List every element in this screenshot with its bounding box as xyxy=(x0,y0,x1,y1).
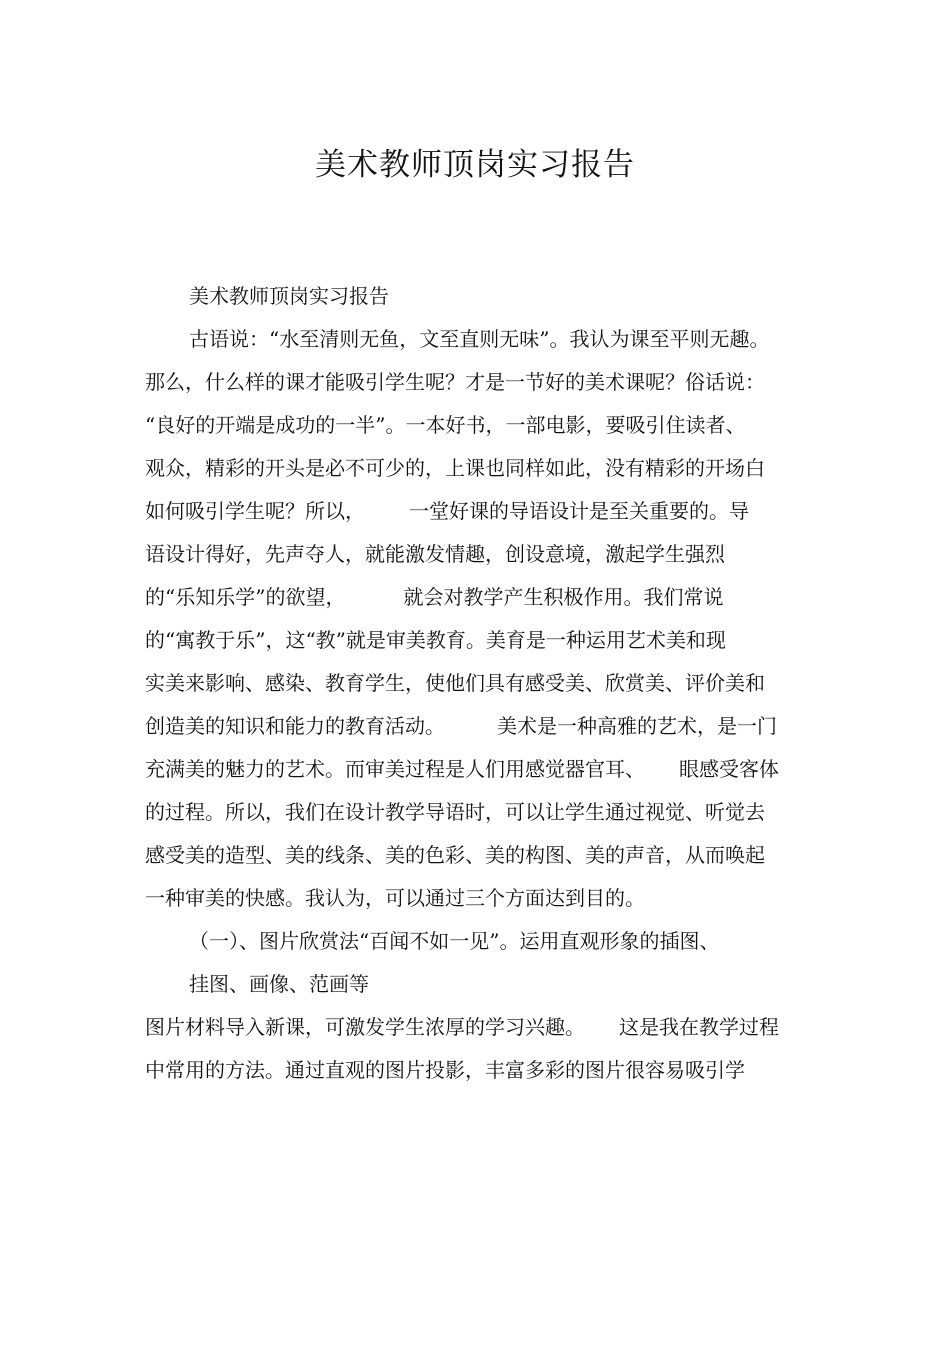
paragraph-line: 一种审美的快感。我认为，可以通过三个方面达到目的。 xyxy=(145,886,645,910)
paragraph-line: 实美来影响、感染、教育学生，使他们具有感受美、欣赏美、评价美和 xyxy=(145,671,765,695)
line-segment: 这是我在教学过程 xyxy=(619,1015,779,1039)
paragraph-line: 语设计得好，先声夺人，就能激发情趣，创设意境，激起学生强烈 xyxy=(145,542,725,566)
paragraph-line: （一）、图片欣赏法“百闻不如一见”。运用直观形象的插图、 xyxy=(189,929,720,953)
line-segment: 的“乐知乐学”的欲望， xyxy=(145,585,346,609)
paragraph-line xyxy=(145,583,723,611)
paragraph-line xyxy=(145,712,777,740)
line-segment: 创造美的知识和能力的教育活动。 xyxy=(145,714,445,738)
paragraph-line xyxy=(145,497,749,525)
line-segment: 充满美的魅力的艺术。而审美过程是人们用感觉器官耳、 xyxy=(145,757,645,781)
line-segment: 眼感受客体 xyxy=(679,757,779,781)
paragraph-line: 观众，精彩的开头是必不可少的，上课也同样如此，没有精彩的开场白 xyxy=(145,456,765,480)
paragraph-line: 古语说：“水至清则无鱼，文至直则无味”。我认为课至平则无趣。 xyxy=(189,327,770,351)
line-segment: 图片材料导入新课，可激发学生浓厚的学习兴趣。 xyxy=(145,1015,585,1039)
paragraph-line: 挂图、画像、范画等 xyxy=(189,972,369,996)
paragraph-line: 那么，什么样的课才能吸引学生呢？才是一节好的美术课呢？俗话说： xyxy=(145,370,765,394)
paragraph-line: 中常用的方法。通过直观的图片投影，丰富多彩的图片很容易吸引学 xyxy=(145,1058,745,1082)
paragraph-line xyxy=(145,755,779,783)
line-segment: 如何吸引学生呢？所以， xyxy=(145,499,365,523)
line-segment: 就会对教学产生积极作用。我们常说 xyxy=(403,585,724,609)
paragraph-line: 的过程。所以，我们在设计教学导语时，可以让学生通过视觉、听觉去 xyxy=(145,800,765,824)
page-title: 美术教师顶岗实习报告 xyxy=(315,147,635,183)
paragraph-line: “良好的开端是成功的一半”。一本好书，一部电影，要吸引住读者、 xyxy=(145,413,746,437)
paragraph-line: 感受美的造型、美的线条、美的色彩、美的构图、美的声音，从而唤起 xyxy=(145,843,765,867)
paragraph-line: 的“寓教于乐”，这“教”就是审美教育。美育是一种运用艺术美和现 xyxy=(145,628,726,652)
paragraph-line xyxy=(145,1013,779,1041)
line-segment: 一堂好课的导语设计是至关重要的。导 xyxy=(409,499,749,523)
line-segment: 美术是一种高雅的艺术，是一门 xyxy=(497,714,777,738)
subtitle: 美术教师顶岗实习报告 xyxy=(189,284,389,308)
